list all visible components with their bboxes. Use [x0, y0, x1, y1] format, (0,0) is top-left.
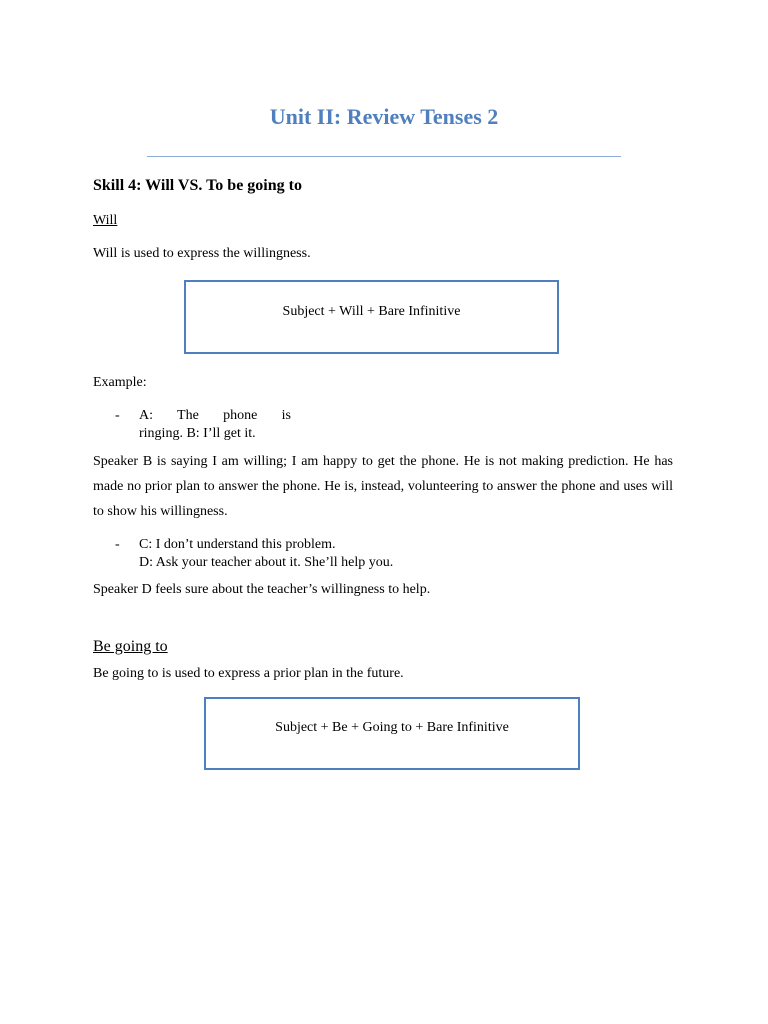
going-to-heading: Be going to	[93, 638, 168, 655]
example-1	[139, 407, 291, 443]
example-2-line-1: C: I don’t understand this problem.	[139, 537, 336, 552]
skill-heading: Skill 4: Will VS. To be going to	[93, 177, 302, 194]
will-heading: Will	[93, 213, 118, 228]
going-to-intro: Be going to is used to express a prior plan in the future.	[93, 666, 404, 681]
will-intro: Will is used to express the willingness.	[93, 246, 311, 261]
example-1-line-2: ringing. B: I’ll get it.	[139, 426, 256, 441]
explanation-2: Speaker D feels sure about the teacher’s willingness to help.	[93, 582, 431, 597]
going-to-formula-box	[204, 697, 580, 770]
page-title: Unit II: Review Tenses 2	[269, 104, 499, 129]
example-2	[139, 536, 393, 572]
example-1-line-1: A: The phone is	[139, 408, 291, 423]
will-formula: Subject + Will + Bare Infinitive	[282, 304, 461, 319]
explanation-1: Speaker B is saying I am willing; I am happy to get the phone. He is not making prediction. He has made no prior plan to answer the phone. He is, instead, volunteering to answer the phone and uses will to show his willingness.	[93, 454, 673, 519]
example-2-line-2: D: Ask your teacher about it. She’ll help you.	[139, 555, 394, 570]
bullet-dash-1: -	[115, 408, 120, 423]
will-formula-box	[184, 280, 559, 354]
going-to-formula: Subject + Be + Going to + Bare Infinitive	[275, 720, 509, 735]
bullet-dash-2: -	[115, 537, 120, 552]
title-divider	[147, 156, 621, 157]
example-label: Example:	[93, 375, 147, 390]
